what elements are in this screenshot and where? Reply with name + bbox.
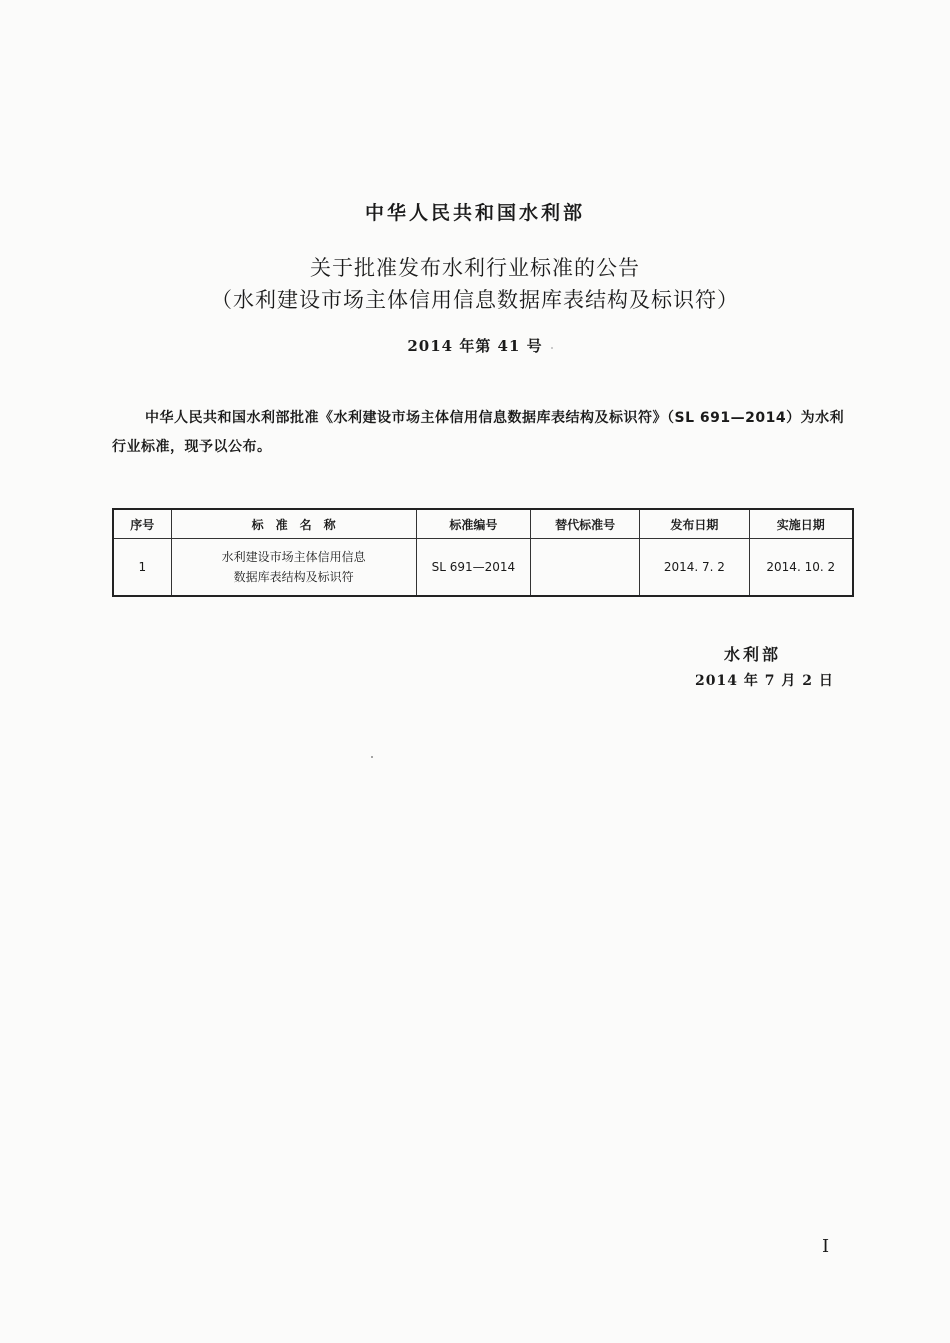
announcement-title: 关于批准发布水利行业标准的公告: [310, 256, 640, 280]
announcement-subtitle: （水利建设市场主体信用信息数据库表结构及标识符）: [211, 288, 739, 312]
cell-name-line1: 水利建设市场主体信用信息: [221, 550, 366, 564]
issue-number: 2014 年第 41 号: [407, 337, 543, 355]
signature-issuer: 水利部: [724, 645, 782, 664]
cell-replaces: [531, 539, 640, 597]
signature-date: 2014 年 7 月 2 日: [695, 673, 834, 689]
cell-name-line2: 数据库表结构及标识符: [233, 570, 354, 584]
column-header-replaces: 替代标准号: [531, 509, 640, 539]
scan-speck: [551, 347, 553, 349]
scan-speck: [371, 756, 373, 758]
column-header-publish-date: 发布日期: [640, 509, 749, 539]
cell-name: [171, 539, 416, 597]
cell-effective-date: 2014. 10. 2: [749, 539, 853, 597]
table-row: [113, 539, 853, 597]
cell-index: 1: [113, 539, 171, 597]
standards-table: [112, 508, 854, 597]
column-header-index: 序号: [113, 509, 171, 539]
column-header-code: 标准编号: [416, 509, 530, 539]
table-header-row: [113, 509, 853, 539]
cell-code: SL 691—2014: [416, 539, 530, 597]
column-header-name: 标 准 名 称: [171, 509, 416, 539]
column-header-effective-date: 实施日期: [749, 509, 853, 539]
page-number: I: [822, 1236, 830, 1257]
ministry-heading: 中华人民共和国水利部: [364, 202, 585, 224]
announcement-body: 中华人民共和国水利部批准《水利建设市场主体信用信息数据库表结构及标识符》（SL 691—2014）为水利行业标准，现予以公布。: [112, 410, 845, 455]
cell-publish-date: 2014. 7. 2: [640, 539, 749, 597]
